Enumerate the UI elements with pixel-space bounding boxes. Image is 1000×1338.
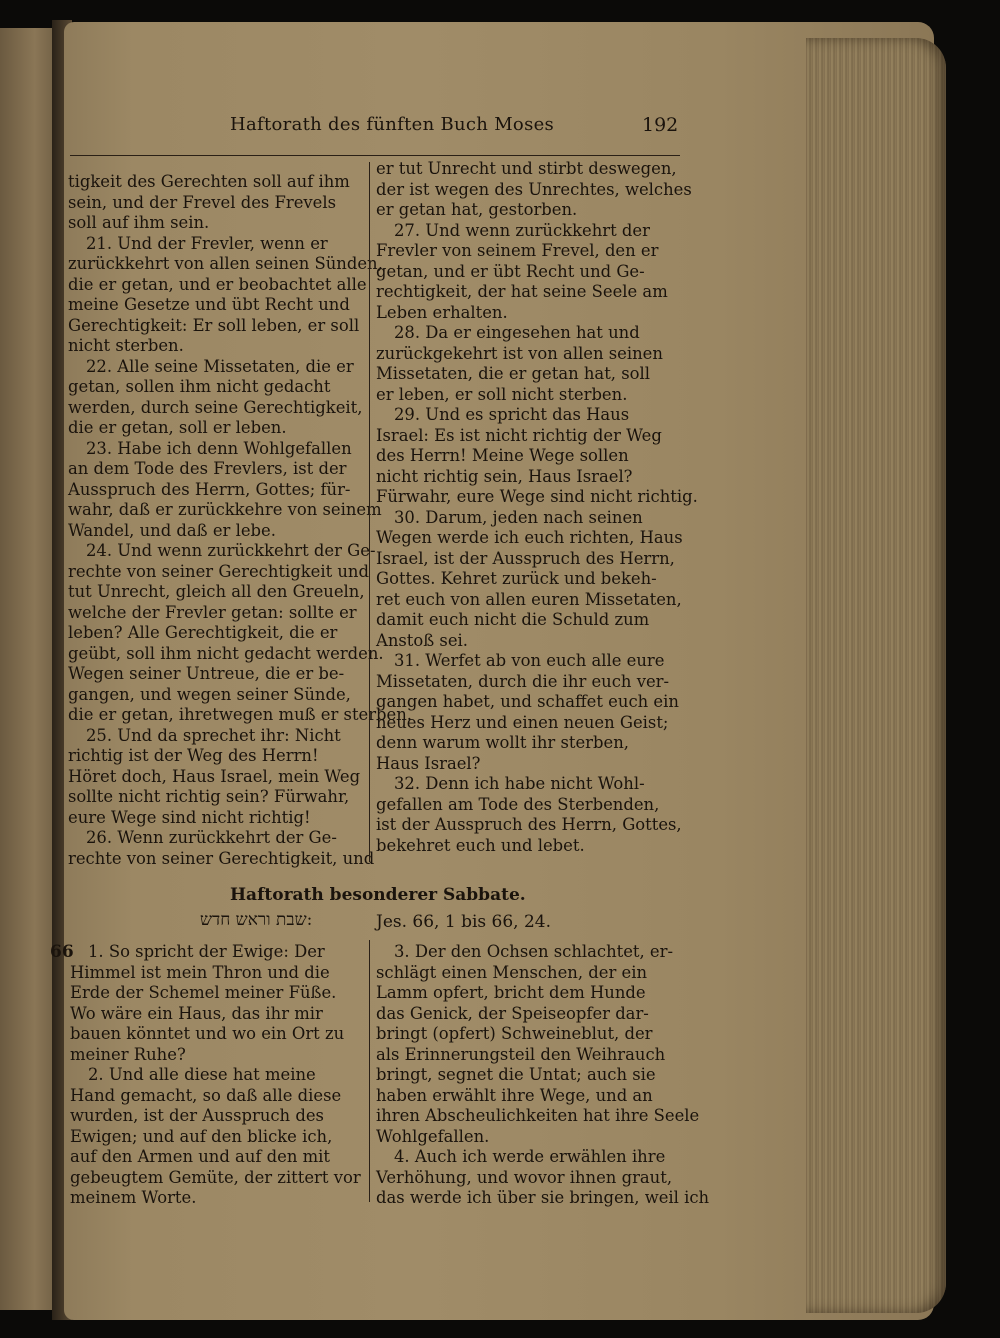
text-line: meiner Ruhe?: [70, 1044, 186, 1064]
text-line: Frevler von seinem Frevel, den er: [376, 241, 659, 260]
page-fore-edge: [806, 38, 946, 1313]
text-line: 31. Werfet ab von euch alle eure: [394, 651, 665, 670]
text-line: sollte nicht richtig sein? Fürwahr,: [68, 787, 350, 806]
text-line: wahr, daß er zurückkehre von seinem: [68, 500, 382, 519]
text-line: welche der Frevler getan: sollte er: [68, 602, 357, 622]
text-line: bringt (opfert) Schweineblut, der: [376, 1024, 653, 1043]
text-line: Anstoß sei.: [376, 630, 468, 650]
text-line: soll auf ihm sein.: [68, 213, 210, 232]
text-line: Gottes. Kehret zurück und bekeh-: [376, 569, 657, 588]
text-line: 1. So spricht der Ewige: Der: [88, 942, 325, 961]
chapter-number: 66: [50, 942, 74, 962]
text-line: rechtigkeit, der hat seine Seele am: [376, 282, 668, 301]
text-line: schlägt einen Menschen, der ein: [376, 962, 648, 982]
text-line: ist der Ausspruch des Herrn, Gottes,: [376, 815, 682, 834]
text-line: ret euch von allen euren Missetaten,: [376, 589, 682, 609]
page-number: 192: [642, 114, 679, 136]
header-rule: [70, 155, 680, 156]
column-divider-bottom: [369, 940, 370, 1202]
text-line: nicht richtig sein, Haus Israel?: [376, 466, 633, 486]
text-line: 32. Denn ich habe nicht Wohl-: [394, 774, 645, 793]
hebrew-heading: :שבת וראש חדש: [200, 910, 313, 930]
text-line: Wegen werde ich euch richten, Haus: [376, 528, 683, 547]
text-column-bottom-right: [376, 942, 710, 1209]
text-line: Missetaten, durch die ihr euch ver-: [376, 671, 670, 691]
text-line: Wohlgefallen.: [376, 1126, 490, 1146]
text-line: 29. Und es spricht das Haus: [394, 405, 630, 424]
text-line: Israel: Es ist nicht richtig der Weg: [376, 425, 662, 445]
text-line: das werde ich über sie bringen, weil ich: [376, 1188, 710, 1207]
text-line: tut Unrecht, gleich all den Greueln,: [68, 582, 365, 601]
text-line: das Genick, der Speiseopfer dar-: [376, 1003, 649, 1023]
text-line: 30. Darum, jeden nach seinen: [394, 507, 643, 527]
text-line: meinem Worte.: [70, 1188, 197, 1207]
text-line: 25. Und da sprechet ihr: Nicht: [86, 725, 341, 745]
text-line: als Erinnerungsteil den Weihrauch: [376, 1044, 666, 1064]
text-line: bekehret euch und lebet.: [376, 835, 585, 855]
text-line: Israel, ist der Ausspruch des Herrn,: [376, 548, 675, 568]
section-title: Haftorath besonderer Sabbate.: [230, 885, 526, 905]
text-line: zurückgekehrt ist von allen seinen: [376, 343, 663, 363]
text-line: 24. Und wenn zurückkehrt der Ge-: [86, 541, 376, 560]
text-line: an dem Tode des Frevlers, ist der: [68, 459, 347, 478]
text-line: gefallen am Tode des Sterbenden,: [376, 794, 660, 814]
text-line: Verhöhung, und wovor ihnen graut,: [376, 1167, 673, 1187]
text-line: bringt, segnet die Untat; auch sie: [376, 1065, 656, 1084]
scripture-reference: Jes. 66, 1 bis 66, 24.: [376, 912, 551, 932]
text-line: bauen könntet und wo ein Ort zu: [70, 1024, 345, 1043]
text-line: Erde der Schemel meiner Füße.: [70, 983, 337, 1002]
text-line: 28. Da er eingesehen hat und: [394, 323, 640, 342]
text-line: 3. Der den Ochsen schlachtet, er-: [394, 942, 674, 961]
text-line: 21. Und der Frevler, wenn er: [86, 233, 328, 253]
text-line: damit euch nicht die Schuld zum: [376, 610, 650, 629]
text-line: rechte von seiner Gerechtigkeit, und: [68, 848, 375, 868]
text-line: gangen, und wegen seiner Sünde,: [68, 684, 351, 704]
column-divider-top: [369, 162, 370, 862]
text-line: Hand gemacht, so daß alle diese: [70, 1085, 342, 1105]
text-line: 4. Auch ich werde erwählen ihre: [394, 1147, 666, 1166]
text-line: neues Herz und einen neuen Geist;: [376, 712, 669, 732]
text-line: wurden, ist der Ausspruch des: [70, 1106, 324, 1125]
text-line: Gerechtigkeit: Er soll leben, er soll: [68, 315, 360, 335]
text-line: tigkeit des Gerechten soll auf ihm: [68, 172, 350, 191]
text-line: haben erwählt ihre Wege, und an: [376, 1085, 653, 1105]
text-line: 26. Wenn zurückkehrt der Ge-: [86, 828, 337, 847]
text-line: die er getan, soll er leben.: [68, 418, 287, 437]
text-column-top-right: [376, 159, 698, 856]
text-line: Fürwahr, eure Wege sind nicht richtig.: [376, 487, 698, 506]
text-line: gangen habet, und schaffet euch ein: [376, 692, 679, 711]
text-line: Ausspruch des Herrn, Gottes; für-: [68, 479, 351, 499]
text-line: Leben erhalten.: [376, 302, 508, 322]
text-column-top-left: [68, 172, 413, 869]
text-line: nicht sterben.: [68, 336, 184, 355]
text-line: Wegen seiner Untreue, die er be-: [68, 664, 345, 683]
text-line: die er getan, ihretwegen muß er sterben.: [68, 705, 413, 724]
text-line: leben? Alle Gerechtigkeit, die er: [68, 623, 338, 642]
text-line: meine Gesetze und übt Recht und: [68, 295, 350, 314]
text-line: werden, durch seine Gerechtigkeit,: [68, 397, 363, 417]
text-line: Haus Israel?: [376, 753, 481, 773]
text-line: er getan hat, gestorben.: [376, 200, 578, 219]
text-line: die er getan, und er beobachtet alle: [68, 274, 367, 294]
text-line: 22. Alle seine Missetaten, die er: [86, 356, 354, 376]
text-line: 23. Habe ich denn Wohlgefallen: [86, 438, 352, 458]
text-line: geübt, soll ihm nicht gedacht werden.: [68, 643, 384, 663]
text-line: Himmel ist mein Thron und die: [70, 962, 330, 982]
text-line: zurückkehrt von allen seinen Sünden,: [68, 254, 383, 273]
text-line: auf den Armen und auf den mit: [70, 1147, 330, 1166]
running-title: Haftorath des fünften Buch Moses: [230, 114, 555, 135]
text-line: gebeugtem Gemüte, der zittert vor: [70, 1167, 361, 1187]
text-column-bottom-left: [70, 942, 365, 1209]
left-page-edge: [0, 28, 58, 1310]
text-line: Wo wäre ein Haus, das ihr mir: [70, 1003, 323, 1023]
text-line: der ist wegen des Unrechtes, welches: [376, 179, 692, 199]
text-line: getan, und er übt Recht und Ge-: [376, 261, 645, 281]
text-line: eure Wege sind nicht richtig!: [68, 807, 311, 827]
text-line: rechte von seiner Gerechtigkeit und: [68, 561, 369, 581]
text-line: Missetaten, die er getan hat, soll: [376, 364, 650, 383]
text-line: ihren Abscheulichkeiten hat ihre Seele: [376, 1106, 700, 1125]
text-line: des Herrn! Meine Wege sollen: [376, 446, 629, 465]
text-line: Ewigen; und auf den blicke ich,: [70, 1126, 333, 1146]
text-line: er tut Unrecht und stirbt deswegen,: [376, 159, 677, 178]
text-line: Höret doch, Haus Israel, mein Weg: [68, 766, 361, 786]
text-line: denn warum wollt ihr sterben,: [376, 733, 629, 752]
text-line: er leben, er soll nicht sterben.: [376, 384, 628, 404]
text-line: 27. Und wenn zurückkehrt der: [394, 220, 650, 240]
text-line: Lamm opfert, bricht dem Hunde: [376, 983, 646, 1002]
text-line: 2. Und alle diese hat meine: [88, 1065, 316, 1084]
text-line: Wandel, und daß er lebe.: [68, 520, 276, 540]
text-line: sein, und der Frevel des Frevels: [68, 192, 337, 212]
page-header: [60, 114, 700, 144]
text-line: getan, sollen ihm nicht gedacht: [68, 377, 331, 396]
text-line: richtig ist der Weg des Herrn!: [68, 746, 319, 765]
